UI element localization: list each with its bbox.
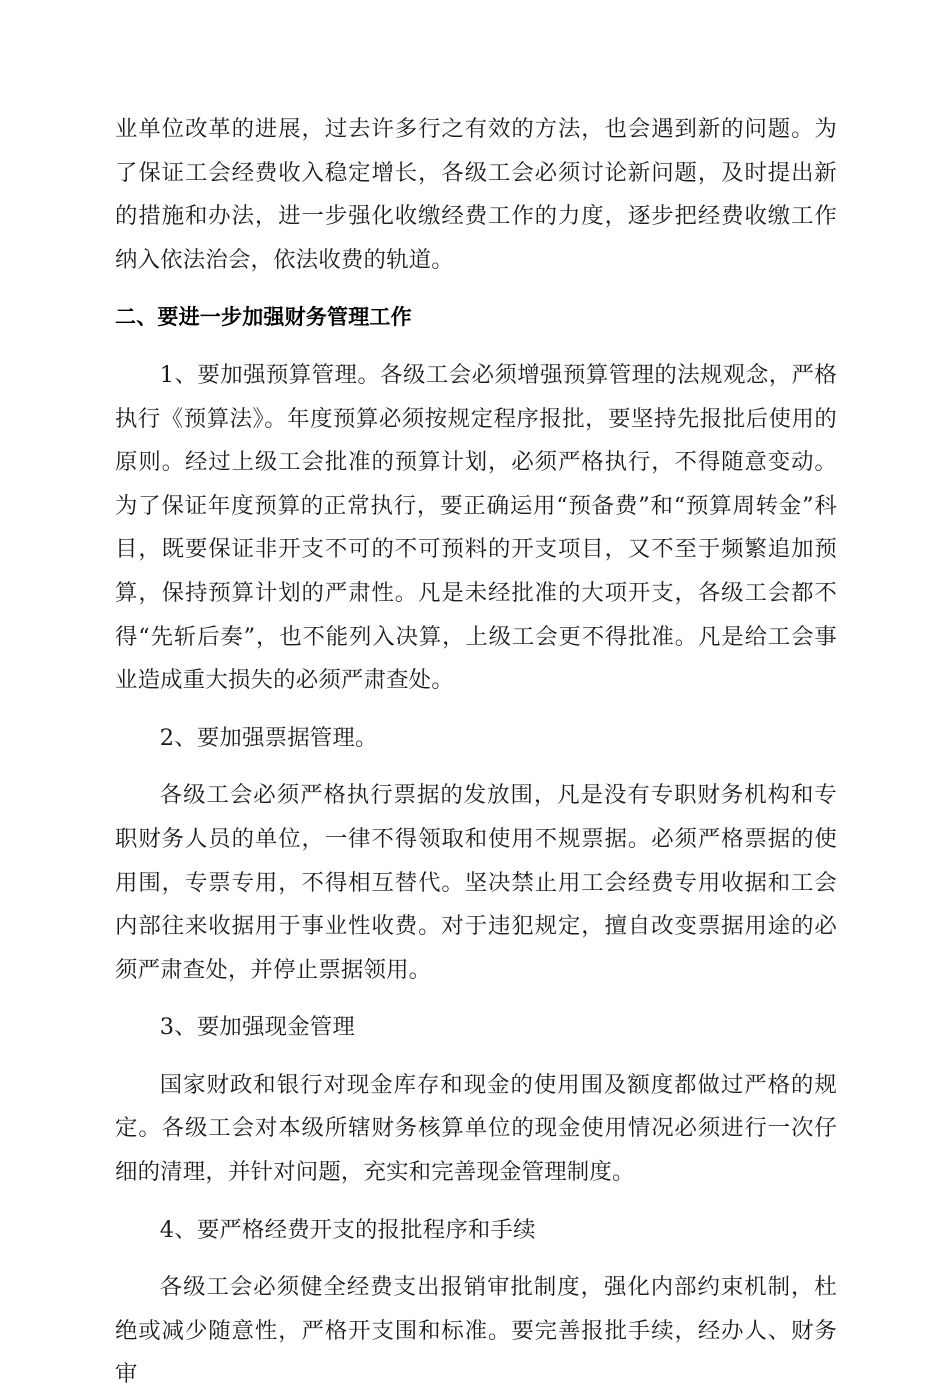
paragraph-continuation: 业单位改革的进展，过去许多行之有效的方法，也会遇到新的问题。为了保证工会经费收入稳定增长，各级工会必须讨论新问题，及时提出新的措施和办法，进一步强化收缴经费工作的力度，逐步把经费收缴工作纳入依法治会，依法收费的轨道。 <box>115 116 837 273</box>
paragraph-cash-management: 国家财政和银行对现金库存和现金的使用围及额度都做过严格的规定。各级工会对本级所辖财务核算单位的现金使用情况必须进行一次仔细的清理，并针对问题，充实和完善现金管理制度。 <box>115 1071 837 1186</box>
section-heading: 二、要进一步加强财务管理工作 <box>115 305 412 330</box>
paragraph-expense-approval: 各级工会必须健全经费支出报销审批制度，强化内部约束机制，杜绝或减少随意性，严格开支围和标准。要完善报批手续，经办人、财务审 <box>115 1274 837 1388</box>
paragraph-budget-management: 1、要加强预算管理。各级工会必须增强预算管理的法规观念，严格执行《预算法》。年度预算必须按规定程序报批，要坚持先报批后使用的原则。经过上级工会批准的预算计划，必须严格执行，不得随意变动。为了保证年度预算的正常执行，要正确运用“预备费”和“预算周转金”科目，既要保证非开支不可的不可预料的开支项目，又不至于频繁追加预算，保持预算计划的严肃性。凡是未经批准的大项开支，各级工会都不得“先斩后奏”，也不能列入决算，上级工会更不得批准。凡是给工会事业造成重大损失的必须严肃查处。 <box>115 361 837 694</box>
document-body <box>115 108 837 1397</box>
subheading-receipt-management: 2、要加强票据管理。 <box>159 724 378 751</box>
subheading-cash-management: 3、要加强现金管理 <box>159 1014 355 1041</box>
subheading-expense-approval: 4、要严格经费开支的报批程序和手续 <box>159 1216 536 1243</box>
paragraph-receipt-management: 各级工会必须严格执行票据的发放围，凡是没有专职财务机构和专职财务人员的单位，一律不得领取和使用不规票据。必须严格票据的使用围，专票专用，不得相互替代。坚决禁止用工会经费专用收据和工会内部往来收据用于事业性收费。对于违犯规定，擅自改变票据用途的必须严肃查处，并停止票据领用。 <box>115 782 837 983</box>
